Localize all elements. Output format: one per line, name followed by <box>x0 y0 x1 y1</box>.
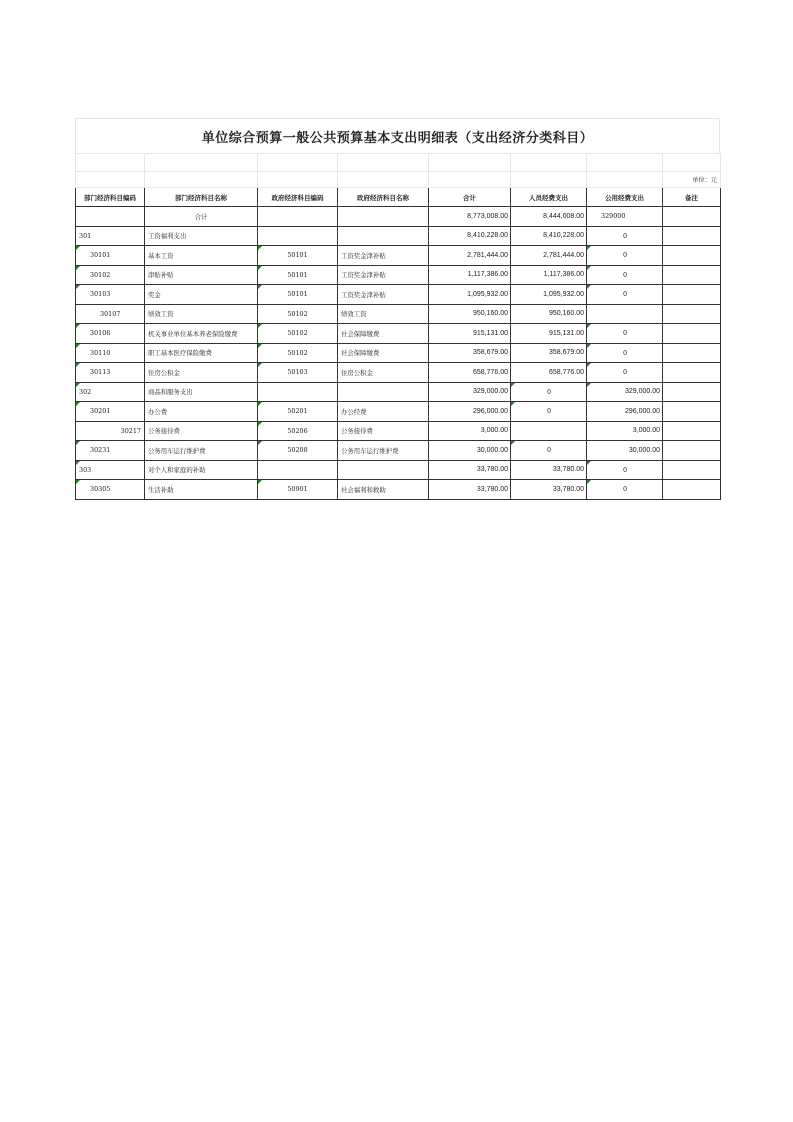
row-personnel: 0 <box>511 441 587 461</box>
table-row <box>76 226 721 246</box>
total-personnel: 8,444,008.00 <box>511 207 587 227</box>
header-dept-name: 部门经济科目名称 <box>145 188 258 207</box>
row-public: 0 <box>587 480 663 500</box>
row-public: 0 <box>587 324 663 344</box>
dept-code: 302 <box>76 382 145 402</box>
row-public: 329,000.00 <box>587 382 663 402</box>
row-personnel: 0 <box>511 382 587 402</box>
gov-code: 50901 <box>258 480 338 500</box>
gov-name: 公务接待费 <box>338 421 429 441</box>
dept-code: 30107 <box>76 304 145 324</box>
dept-name: 商品和服务支出 <box>145 382 258 402</box>
gov-code <box>258 226 338 246</box>
gov-name: 住房公积金 <box>338 363 429 383</box>
gov-name: 工资奖金津补贴 <box>338 246 429 266</box>
row-public: 30,000.00 <box>587 441 663 461</box>
row-personnel: 8,410,228.00 <box>511 226 587 246</box>
total-row <box>76 207 721 227</box>
row-total: 658,776.00 <box>429 363 511 383</box>
dept-code: 30201 <box>76 402 145 422</box>
row-personnel <box>511 421 587 441</box>
row-public: 0 <box>587 226 663 246</box>
gov-code: 50103 <box>258 363 338 383</box>
dept-code: 30103 <box>76 285 145 305</box>
table-row <box>76 402 721 422</box>
unit-label: 单位：元 <box>663 172 721 188</box>
row-public: 296,000.00 <box>587 402 663 422</box>
total-sum: 8,773,008.00 <box>429 207 511 227</box>
gov-code: 50101 <box>258 246 338 266</box>
dept-code: 30305 <box>76 480 145 500</box>
gov-name: 工资奖金津补贴 <box>338 285 429 305</box>
header-public: 公用经费支出 <box>587 188 663 207</box>
table-row <box>76 460 721 480</box>
gov-code: 50208 <box>258 441 338 461</box>
row-total: 1,117,386.00 <box>429 265 511 285</box>
row-public: 0 <box>587 265 663 285</box>
dept-name: 津贴补贴 <box>145 265 258 285</box>
row-public: 0 <box>587 285 663 305</box>
row-total: 358,679.00 <box>429 343 511 363</box>
table-row <box>76 265 721 285</box>
dept-name: 对个人和家庭的补助 <box>145 460 258 480</box>
total-public: 329000 <box>587 207 663 227</box>
row-personnel: 33,780.00 <box>511 480 587 500</box>
table-row <box>76 343 721 363</box>
gov-name: 工资奖金津补贴 <box>338 265 429 285</box>
dept-name: 工资福利支出 <box>145 226 258 246</box>
dept-name: 公务接待费 <box>145 421 258 441</box>
header-dept-code: 部门经济科目编码 <box>76 188 145 207</box>
dept-name: 办公费 <box>145 402 258 422</box>
gov-code: 50102 <box>258 343 338 363</box>
gov-code: 50101 <box>258 265 338 285</box>
gov-code: 50101 <box>258 285 338 305</box>
total-label: 合计 <box>145 207 258 227</box>
header-total: 合计 <box>429 188 511 207</box>
dept-code: 303 <box>76 460 145 480</box>
spacer-row <box>76 154 721 172</box>
header-remark: 备注 <box>663 188 721 207</box>
table-row <box>76 382 721 402</box>
budget-table <box>75 153 721 500</box>
gov-name <box>338 226 429 246</box>
gov-code: 50102 <box>258 304 338 324</box>
dept-code: 301 <box>76 226 145 246</box>
header-row <box>76 188 721 207</box>
row-personnel: 950,160.00 <box>511 304 587 324</box>
row-personnel: 358,679.00 <box>511 343 587 363</box>
row-total: 33,780.00 <box>429 480 511 500</box>
row-total: 30,000.00 <box>429 441 511 461</box>
gov-name <box>338 382 429 402</box>
dept-code: 30217 <box>76 421 145 441</box>
header-gov-code: 政府经济科目编码 <box>258 188 338 207</box>
dept-code: 30102 <box>76 265 145 285</box>
row-personnel: 658,776.00 <box>511 363 587 383</box>
gov-code: 50102 <box>258 324 338 344</box>
dept-code: 30101 <box>76 246 145 266</box>
table-row <box>76 304 721 324</box>
row-personnel: 33,780.00 <box>511 460 587 480</box>
table-row <box>76 363 721 383</box>
page-title: 单位综合预算一般公共预算基本支出明细表（支出经济分类科目） <box>75 118 720 153</box>
table-row <box>76 421 721 441</box>
table-row <box>76 285 721 305</box>
row-personnel: 915,131.00 <box>511 324 587 344</box>
row-public: 0 <box>587 460 663 480</box>
row-total: 296,000.00 <box>429 402 511 422</box>
gov-name: 绩效工资 <box>338 304 429 324</box>
header-personnel: 人员经费支出 <box>511 188 587 207</box>
table-row <box>76 246 721 266</box>
row-public: 3,000.00 <box>587 421 663 441</box>
gov-name: 社会保障缴费 <box>338 324 429 344</box>
budget-sheet <box>75 118 720 500</box>
gov-name: 社会保障缴费 <box>338 343 429 363</box>
dept-name: 生活补助 <box>145 480 258 500</box>
gov-code <box>258 382 338 402</box>
row-total: 8,410,228.00 <box>429 226 511 246</box>
row-personnel: 1,095,932.00 <box>511 285 587 305</box>
table-row <box>76 480 721 500</box>
row-total: 329,000.00 <box>429 382 511 402</box>
row-public: 0 <box>587 246 663 266</box>
dept-name: 奖金 <box>145 285 258 305</box>
dept-name: 机关事业单位基本养老保险缴费 <box>145 324 258 344</box>
table-row <box>76 441 721 461</box>
row-total: 3,000.00 <box>429 421 511 441</box>
row-public <box>587 304 663 324</box>
row-total: 950,160.00 <box>429 304 511 324</box>
gov-code: 50206 <box>258 421 338 441</box>
gov-name: 办公经费 <box>338 402 429 422</box>
gov-code: 50201 <box>258 402 338 422</box>
dept-name: 绩效工资 <box>145 304 258 324</box>
row-total: 33,780.00 <box>429 460 511 480</box>
row-personnel: 2,781,444.00 <box>511 246 587 266</box>
dept-code: 30110 <box>76 343 145 363</box>
row-total: 2,781,444.00 <box>429 246 511 266</box>
row-total: 915,131.00 <box>429 324 511 344</box>
dept-code: 30108 <box>76 324 145 344</box>
row-public: 0 <box>587 363 663 383</box>
row-total: 1,095,932.00 <box>429 285 511 305</box>
row-personnel: 0 <box>511 402 587 422</box>
row-personnel: 1,117,386.00 <box>511 265 587 285</box>
row-public: 0 <box>587 343 663 363</box>
dept-name: 住房公积金 <box>145 363 258 383</box>
dept-code: 30113 <box>76 363 145 383</box>
gov-name <box>338 460 429 480</box>
header-gov-name: 政府经济科目名称 <box>338 188 429 207</box>
dept-name: 基本工资 <box>145 246 258 266</box>
unit-row <box>76 172 721 188</box>
dept-name: 公务用车运行维护费 <box>145 441 258 461</box>
gov-name: 公务用车运行维护费 <box>338 441 429 461</box>
gov-code <box>258 460 338 480</box>
gov-name: 社会福利和救助 <box>338 480 429 500</box>
dept-code: 30231 <box>76 441 145 461</box>
dept-name: 职工基本医疗保险缴费 <box>145 343 258 363</box>
table-row <box>76 324 721 344</box>
